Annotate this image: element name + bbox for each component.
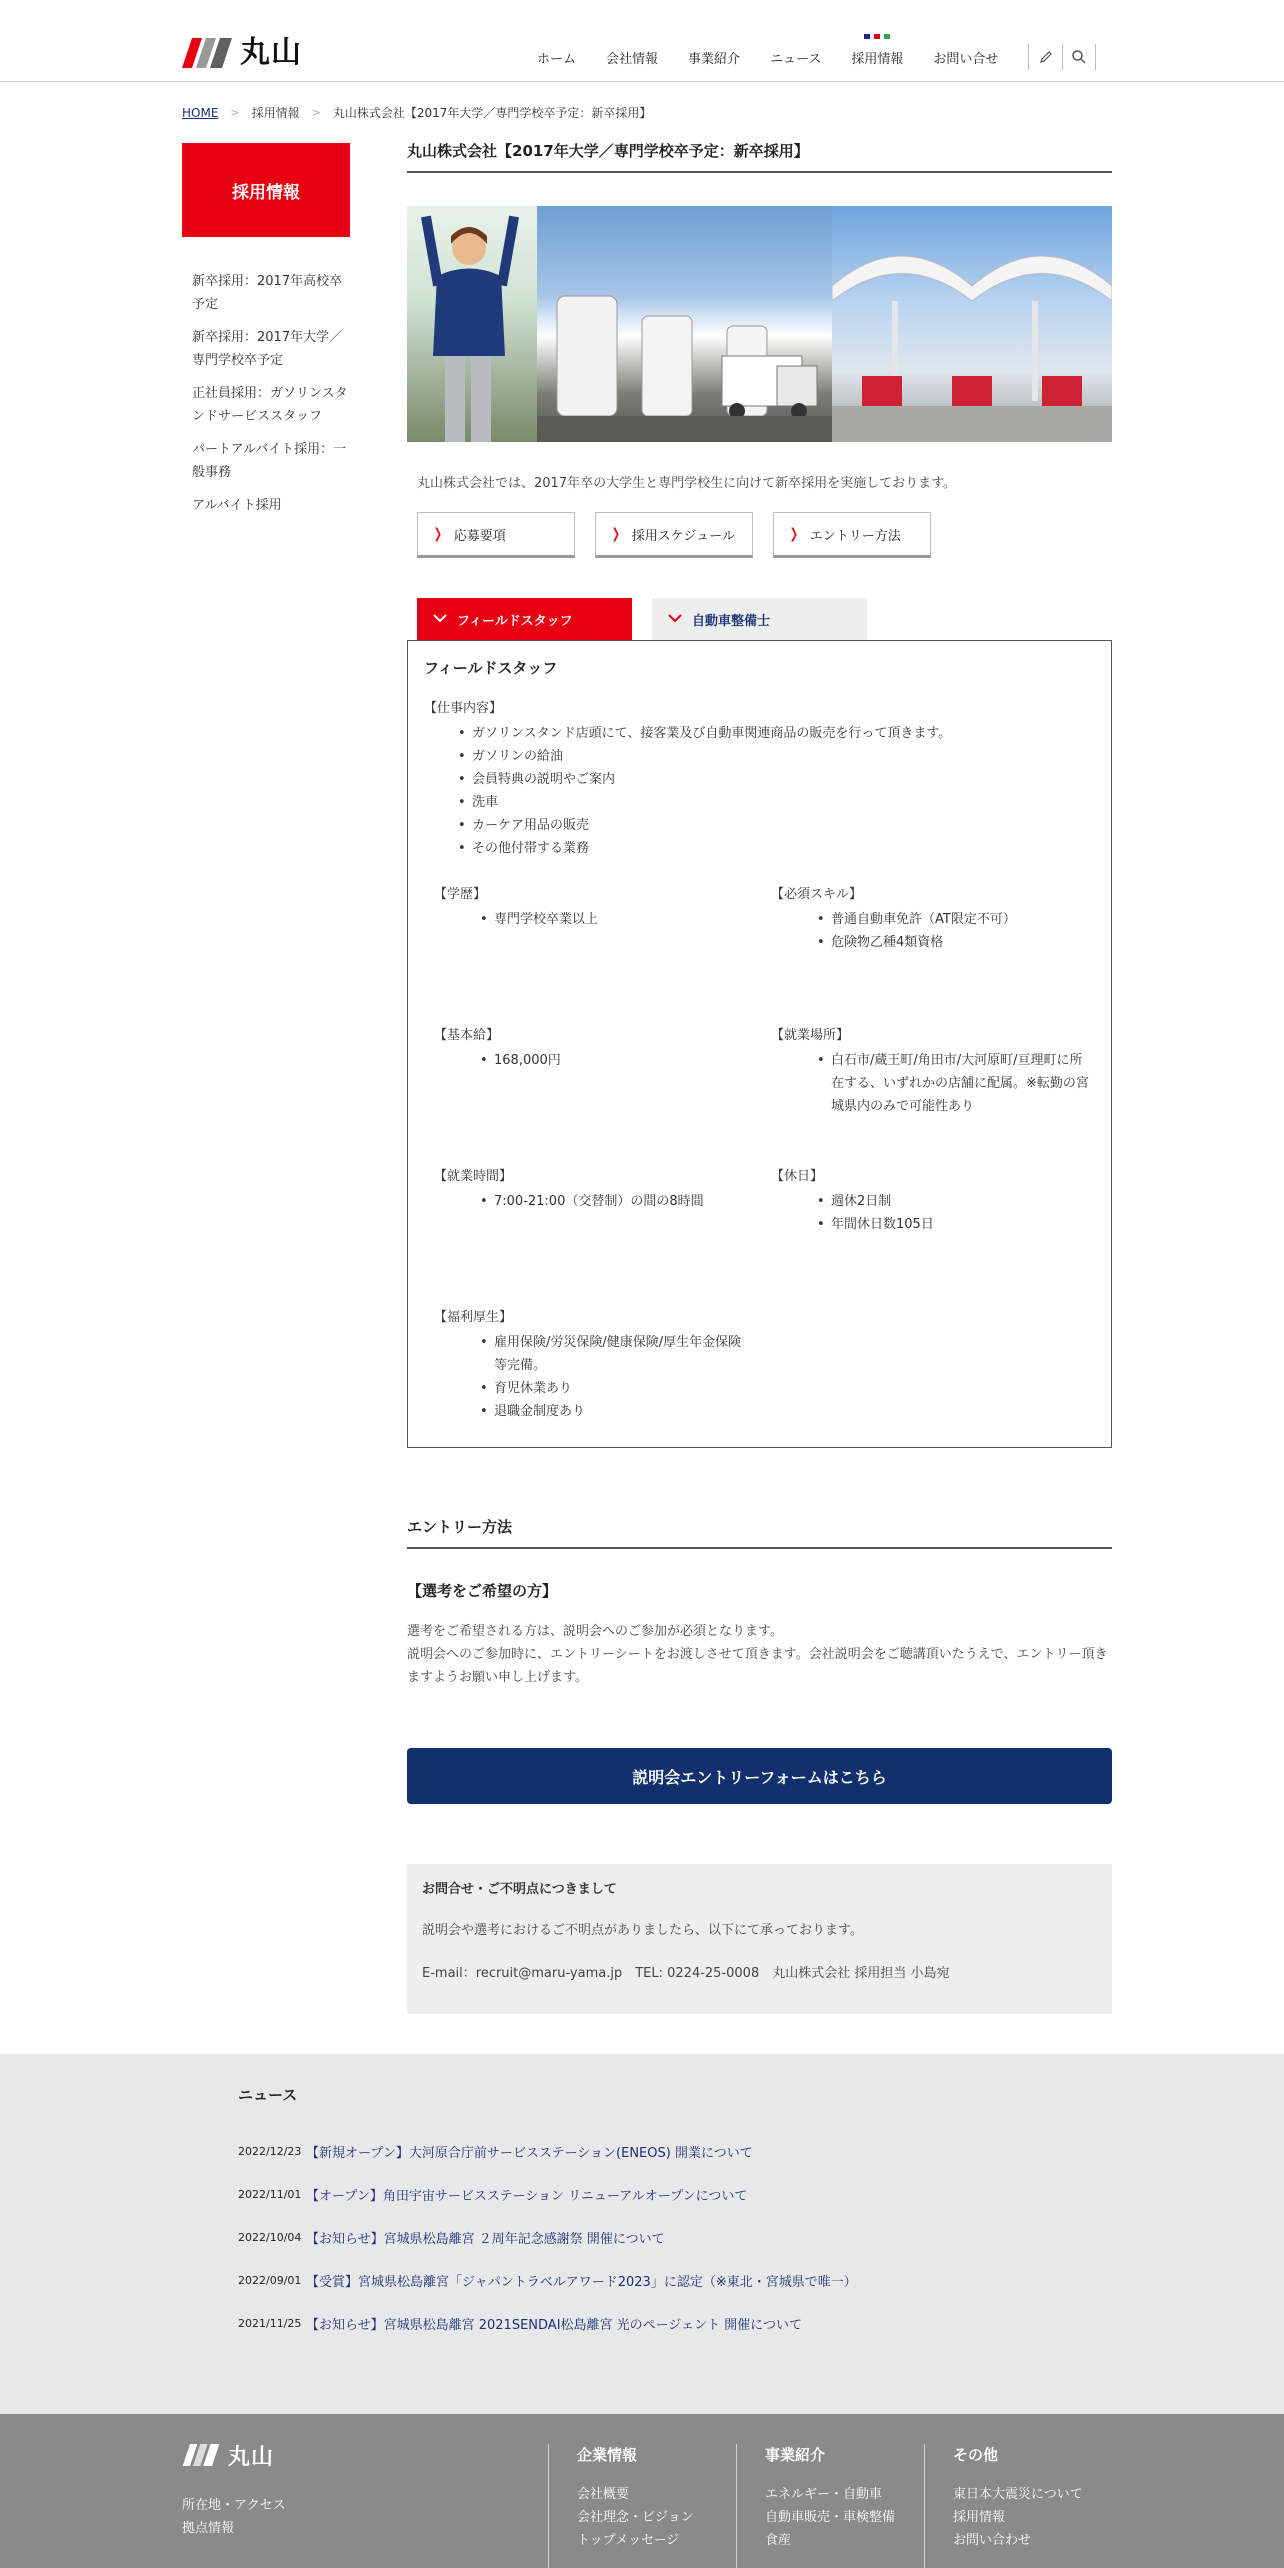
- footer-link[interactable]: 会社理念・ビジョン: [577, 2510, 694, 2525]
- sidebar-item-highschool[interactable]: 新卒採用：2017年高校卒予定: [192, 274, 343, 312]
- nav-recruit[interactable]: 採用情報: [836, 48, 918, 67]
- breadcrumb: [182, 104, 651, 121]
- entry-form-button[interactable]: 説明会エントリーフォームはこちら: [407, 1748, 1112, 1804]
- hours-block: [434, 1165, 754, 1213]
- tank-truck-photo: [537, 206, 832, 442]
- news-link[interactable]: 【新規オープン】大河原合庁前サービスステーション(ENEOS) 開業について: [306, 2146, 753, 2161]
- footer-logo-text: 丸山: [228, 2444, 275, 2470]
- anchor-links: [417, 512, 931, 558]
- intro-text: 丸山株式会社では、2017年卒の大学生と専門学校生に向けて新卒採用を実施しております。: [417, 476, 957, 491]
- holiday-block: [771, 1165, 1091, 1236]
- search-icon[interactable]: [1062, 44, 1096, 70]
- nav-business[interactable]: 事業紹介: [688, 52, 741, 67]
- anchor-entry-button[interactable]: [773, 512, 931, 558]
- footer-col-heading: 企業情報: [577, 2446, 638, 2464]
- list-item: • ガソリンの給油: [472, 745, 951, 768]
- footer-link[interactable]: お問い合わせ: [953, 2533, 1032, 2548]
- news-list: [238, 2130, 1058, 2345]
- job-list: [424, 722, 951, 860]
- footer-link[interactable]: トップメッセージ: [577, 2533, 680, 2548]
- list-item: • 専門学校卒業以上: [494, 908, 754, 931]
- list-item: • 週休2日制: [831, 1190, 1091, 1213]
- chevron-right-icon: ❭: [788, 526, 800, 542]
- sidebar-item-office-parttime[interactable]: パートアルバイト採用：一般事務: [192, 442, 347, 480]
- news-item: [238, 2216, 1058, 2259]
- sidebar-item-parttime[interactable]: アルバイト採用: [192, 498, 282, 513]
- holiday-label: 【休日】: [771, 1169, 824, 1184]
- tab-field-staff[interactable]: [417, 598, 632, 640]
- welfare-block: [434, 1306, 754, 1423]
- logo-mark-icon: [182, 2444, 220, 2470]
- list-item: • 168,000円: [494, 1049, 754, 1072]
- nav-home[interactable]: ホーム: [537, 52, 577, 67]
- logo-text: 丸山: [240, 35, 302, 70]
- list-item: • 年間休日数105日: [831, 1213, 1091, 1236]
- news-title: ニュース: [238, 2086, 298, 2104]
- entry-subtitle: 【選考をご希望の方】: [407, 1582, 558, 1600]
- news-section: [0, 2054, 1284, 2414]
- gas-station-photo: [832, 206, 1112, 442]
- welfare-list: [434, 1331, 754, 1423]
- breadcrumb-recruit[interactable]: 採用情報: [251, 106, 300, 120]
- job-tabs: [417, 598, 867, 640]
- list-item: • 雇用保険/労災保険/健康保険/厚生年金保険等完備。: [494, 1331, 754, 1377]
- entry-line-1: 選考をご希望される方は、説明会へのご参加が必須となります。: [407, 1624, 783, 1639]
- chevron-right-icon: ❭: [432, 526, 444, 542]
- contact-box: [407, 1864, 1112, 2014]
- panel-title: フィールドスタッフ: [424, 659, 558, 677]
- news-item: [238, 2259, 1058, 2302]
- sidebar-heading: 採用情報: [182, 143, 350, 237]
- location-list: [771, 1049, 1091, 1118]
- salary-block: [434, 1024, 754, 1072]
- news-item: [238, 2130, 1058, 2173]
- header-tools: [1028, 44, 1096, 70]
- anchor-label: 採用スケジュール: [631, 528, 735, 544]
- anchor-requirements-button[interactable]: [417, 512, 575, 558]
- holiday-list: [771, 1190, 1091, 1236]
- staff-photo: [407, 206, 537, 442]
- breadcrumb-home[interactable]: HOME: [182, 105, 219, 120]
- education-block: [434, 883, 754, 931]
- list-item: • ガソリンスタンド店頭にて、接客業及び自動車関連商品の販売を行って頂きます。: [472, 722, 951, 745]
- footer-link-access[interactable]: 所在地・アクセス: [182, 2498, 286, 2513]
- news-link[interactable]: 【お知らせ】宮城県松島離宮 2021SENDAI松島離宮 光のページェント 開催について: [306, 2318, 803, 2333]
- skills-block: [771, 883, 1091, 954]
- entry-section-title: エントリー方法: [407, 1516, 1112, 1549]
- list-item: • 退職金制度あり: [494, 1400, 754, 1423]
- site-footer: [0, 2414, 1284, 2568]
- breadcrumb-separator-icon: >: [230, 106, 240, 119]
- news-date: 2022/12/23: [238, 2145, 302, 2158]
- entry-line-2: 説明会へのご参加時に、エントリーシートをお渡しさせて頂きます。会社説明会をご聴講頂いたうえで、エントリー頂きますようお願い申し上げます。: [407, 1647, 1108, 1685]
- footer-link[interactable]: 会社概要: [577, 2487, 630, 2502]
- skills-label: 【必須スキル】: [771, 887, 862, 902]
- list-item: • 7:00-21:00（交替制）の間の8時間: [494, 1190, 754, 1213]
- footer-links: [182, 2494, 286, 2540]
- entry-description: [407, 1620, 1112, 1689]
- footer-col-business: [736, 2444, 895, 2568]
- chevron-down-icon: [433, 612, 447, 626]
- location-label: 【就業場所】: [771, 1028, 850, 1043]
- logo-mark-icon: [182, 38, 232, 68]
- sidebar-item-gs-staff[interactable]: 正社員採用：ガソリンスタンドサービススタッフ: [192, 386, 348, 424]
- location-block: [771, 1024, 1091, 1118]
- footer-logo[interactable]: [182, 2444, 274, 2470]
- list-item: • 白石市/蔵王町/角田市/大河原町/亘理町に所在する、いずれかの店舗に配属。※転勤の宮城県内のみで可能性あり: [831, 1049, 1091, 1118]
- footer-link-locations[interactable]: 拠点情報: [182, 2521, 235, 2536]
- news-item: [238, 2302, 1058, 2345]
- news-date: 2022/11/01: [238, 2188, 302, 2201]
- hours-label: 【就業時間】: [434, 1169, 513, 1184]
- sidebar-menu: [192, 270, 352, 527]
- footer-col-other: [924, 2444, 1083, 2568]
- salary-label: 【基本給】: [434, 1028, 500, 1043]
- site-header: [0, 0, 1284, 82]
- list-item: • 育児休業あり: [494, 1377, 754, 1400]
- list-item: • 会員特典の説明やご案内: [472, 768, 951, 791]
- news-date: 2022/09/01: [238, 2274, 302, 2287]
- footer-link[interactable]: 東日本大震災について: [953, 2487, 1083, 2502]
- nav-news[interactable]: ニュース: [770, 52, 822, 67]
- news-date: 2021/11/25: [238, 2317, 302, 2330]
- list-item: • 洗車: [472, 791, 951, 814]
- education-label: 【学歴】: [434, 887, 487, 902]
- footer-link[interactable]: 自動車販売・車検整備: [765, 2510, 896, 2525]
- breadcrumb-current: 丸山株式会社【2017年大学／専門学校卒予定：新卒採用】: [332, 106, 652, 120]
- list-item: • 普通自動車免許（AT限定不可）: [831, 908, 1091, 931]
- news-item: [238, 2173, 1058, 2216]
- contact-heading: お問合せ・ご不明点につきまして: [422, 1882, 617, 1897]
- job-description: [424, 697, 951, 860]
- footer-link[interactable]: 食産: [765, 2533, 792, 2548]
- news-link[interactable]: 【受賞】宮城県松島離宮「ジャパントラベルアワード2023」に認定（※東北・宮城県で唯一）: [306, 2275, 857, 2290]
- nav-contact[interactable]: お問い合せ: [933, 52, 999, 67]
- news-link[interactable]: 【オープン】角田宇宙サービスステーション リニューアルオープンについて: [306, 2189, 748, 2204]
- welfare-label: 【福利厚生】: [434, 1310, 513, 1325]
- hours-list: [434, 1190, 754, 1213]
- anchor-label: 応募要項: [453, 528, 506, 544]
- chevron-right-icon: ❭: [610, 526, 622, 542]
- hero-image: [407, 206, 1112, 442]
- site-logo[interactable]: [182, 35, 302, 70]
- education-list: [434, 908, 754, 931]
- news-link[interactable]: 【お知らせ】宮城県松島離宮 ２周年記念感謝祭 開催について: [306, 2232, 665, 2247]
- tab-label: フィールドスタッフ: [457, 613, 573, 629]
- global-nav: [522, 48, 1013, 67]
- news-date: 2022/10/04: [238, 2231, 302, 2244]
- anchor-schedule-button[interactable]: [595, 512, 753, 558]
- footer-col-company: [548, 2444, 694, 2568]
- breadcrumb-separator-icon: >: [311, 106, 321, 119]
- pencil-icon[interactable]: [1028, 44, 1062, 70]
- footer-col-heading: 事業紹介: [765, 2446, 826, 2464]
- skills-list: [771, 908, 1091, 954]
- contact-details: E-mail：recruit@maru-yama.jp TEL: 0224-25-0008 丸山株式会社 採用担当 小島宛: [422, 1966, 950, 1981]
- contact-body: 説明会や選考におけるご不明点がありましたら、以下にて承っております。: [422, 1923, 863, 1938]
- chevron-down-icon: [668, 612, 682, 626]
- salary-list: [434, 1049, 754, 1072]
- sidebar-item-university[interactable]: 新卒採用：2017年大学／専門学校卒予定: [192, 330, 343, 368]
- list-item: • 危険物乙種4類資格: [831, 931, 1091, 954]
- page-title: 丸山株式会社【2017年大学／専門学校卒予定：新卒採用】: [407, 140, 1112, 173]
- list-item: • カーケア用品の販売: [472, 814, 951, 837]
- tab-mechanic[interactable]: [652, 598, 867, 640]
- anchor-label: エントリー方法: [809, 528, 901, 544]
- footer-col-heading: その他: [953, 2446, 999, 2464]
- job-detail-panel: [407, 640, 1112, 1448]
- job-label: 【仕事内容】: [424, 701, 503, 716]
- footer-link[interactable]: エネルギー・自動車: [765, 2487, 883, 2502]
- tab-label: 自動車整備士: [692, 613, 771, 629]
- list-item: • その他付帯する業務: [472, 837, 951, 860]
- footer-link[interactable]: 採用情報: [953, 2510, 1006, 2525]
- nav-company[interactable]: 会社情報: [606, 52, 659, 67]
